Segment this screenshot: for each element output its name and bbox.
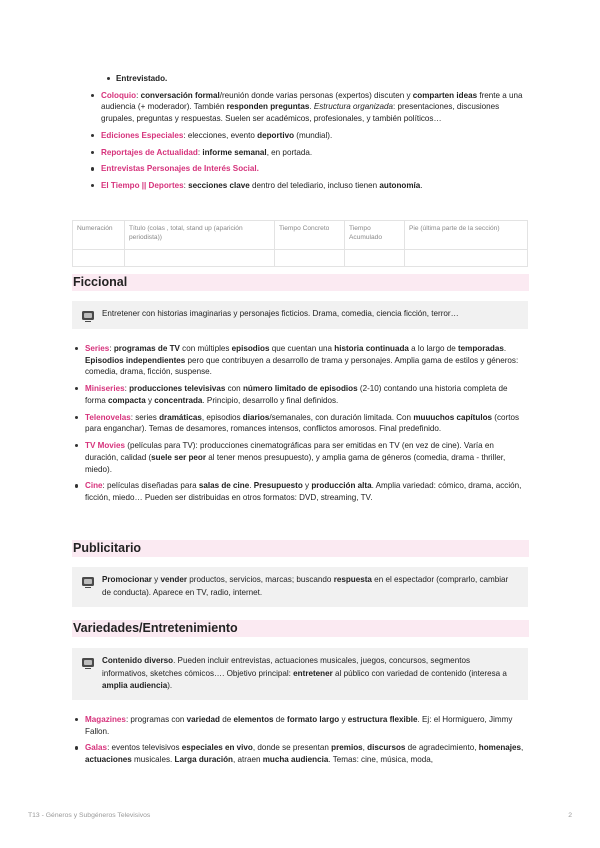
footer-page-number: 2 bbox=[568, 812, 572, 819]
telediario-table bbox=[72, 220, 528, 267]
term: Cine bbox=[85, 481, 103, 491]
section-heading-ficcional: Ficcional bbox=[72, 274, 529, 291]
callout-ficcional bbox=[72, 301, 528, 329]
term: Entrevistas Personajes de Interés Social. bbox=[101, 164, 259, 174]
table-header-cell: Tiempo Acumulado bbox=[345, 221, 405, 250]
footer-document-title: T13 - Géneros y Subgéneros Televisivos bbox=[28, 812, 151, 819]
term: Coloquio bbox=[101, 90, 137, 100]
table-header-cell: Pie (última parte de la sección) bbox=[405, 221, 528, 250]
term: El Tiempo || Deportes bbox=[101, 181, 184, 191]
callout-variedades: Contenido diverso. Pueden incluir entrevistas, actuaciones musicales, juegos, concursos, segmentos informativos, sketches cómicos…. Objetivo principal: entretener al público con variedad de contenido (interesa a amplia audiencia). bbox=[72, 648, 528, 700]
term: Ediciones Especiales bbox=[101, 130, 184, 140]
informativo-subgenres bbox=[88, 73, 528, 197]
callout-publicitario: Promocionar y vender productos, servicios, marcas; buscando respuesta en el espectador (comprarlo, cambiar de conducta). Aparece en TV, radio, internet. bbox=[72, 567, 528, 607]
tv-icon bbox=[82, 577, 94, 586]
bullet-list bbox=[88, 90, 528, 192]
table-cell bbox=[405, 250, 528, 267]
table-cell bbox=[73, 250, 125, 267]
table-row bbox=[73, 250, 528, 267]
table-header-cell: Tiempo Concreto bbox=[275, 221, 345, 250]
list-item-reportajes: Reportajes de Actualidad: informe semanal, en portada. bbox=[88, 147, 528, 159]
list-item-telenovelas: Telenovelas: series dramáticas, episodios diarios/semanales, con duración limitada. Con muuuchos capítulos (cortos para enganchar). Temas de desamores, romances intensos, conflictos amorosos. Final predefinido. bbox=[72, 412, 528, 435]
term: Reportajes de Actualidad bbox=[101, 147, 198, 157]
tv-icon bbox=[82, 658, 94, 667]
list-item-galas: Galas: eventos televisivos especiales en vivo, donde se presentan premios, discursos de agradecimiento, homenajes, actuaciones musicales. Larga duración, atraen mucha audiencia. Temas: cine, música, moda, bbox=[72, 742, 528, 765]
term: Galas bbox=[85, 743, 108, 753]
table-header-cell: Numeración bbox=[73, 221, 125, 250]
callout-text: Entretener con historias imaginarias y personajes ficticios. Drama, comedia, ciencia ficción, terror… bbox=[102, 309, 459, 318]
term: TV Movies bbox=[85, 441, 126, 451]
section-heading-variedades: Variedades/Entretenimiento bbox=[72, 620, 529, 637]
list-item-cine: Cine: películas diseñadas para salas de cine. Presupuesto y producción alta. Amplia variedad: cómico, drama, acción, ficción, miedo… Pueden ser distribuidas en otros formatos: DVD, streaming, TV. bbox=[72, 480, 528, 503]
table-header-cell: Título (colas , total, stand up (aparición periodista)) bbox=[125, 221, 275, 250]
tv-icon bbox=[82, 311, 94, 320]
table-cell bbox=[275, 250, 345, 267]
list-item-tvmovies: TV Movies (películas para TV): producciones cinematográficas para ser emitidas en TV (en vez de cine). Varía en duración, calidad (suele ser peor al tener menos presupuesto), y amplia gama de géneros (comedia, drama - thriller, miedo). bbox=[72, 440, 528, 475]
list-item-series: Series: programas de TV con múltiples episodios que cuentan una historia continuada a lo largo de temporadas. Episodios independientes pero que contribuyen a desarrollo de trama y personajes. Amplia gama de estilos y géneros: comedia, drama, ficción, suspense. bbox=[72, 343, 528, 378]
term: Telenovelas bbox=[85, 412, 131, 422]
sub-item-text: Entrevistado. bbox=[116, 74, 168, 83]
section-heading-publicitario: Publicitario bbox=[72, 540, 529, 557]
list-item-magazines: Magazines: programas con variedad de elementos de formato largo y estructura flexible. Ej: el Hormiguero, Jimmy Fallon. bbox=[72, 714, 528, 737]
ficcional-list bbox=[72, 343, 528, 509]
variedades-list bbox=[72, 714, 528, 771]
table-cell bbox=[125, 250, 275, 267]
list-item-entrevistas bbox=[88, 163, 528, 175]
list-item-coloquio: Coloquio: conversación formal/reunión donde varias personas (expertos) discuten y comparten ideas frente a una audiencia (+ moderador). También responden preguntas. Estructura organizada: presentaciones, discusiones grupales, preguntas y respuestas. Suelen ser académicos, profesionales, y también políticos… bbox=[88, 90, 528, 125]
list-item-miniseries: Miniseries: producciones televisivas con número limitado de episodios (2-10) contando una historia completa de forma compacta y concentrada. Principio, desarrollo y final definidos. bbox=[72, 383, 528, 406]
list-item bbox=[88, 73, 528, 85]
term: Miniseries bbox=[85, 384, 125, 394]
list-item-ediciones: Ediciones Especiales: elecciones, evento deportivo (mundial). bbox=[88, 130, 528, 142]
list-item-tiempo: El Tiempo || Deportes: secciones clave dentro del telediario, incluso tienen autonomía. bbox=[88, 180, 528, 192]
term: Magazines bbox=[85, 715, 126, 724]
term: Series bbox=[85, 344, 110, 353]
table-header-row bbox=[73, 221, 528, 250]
table-cell bbox=[345, 250, 405, 267]
